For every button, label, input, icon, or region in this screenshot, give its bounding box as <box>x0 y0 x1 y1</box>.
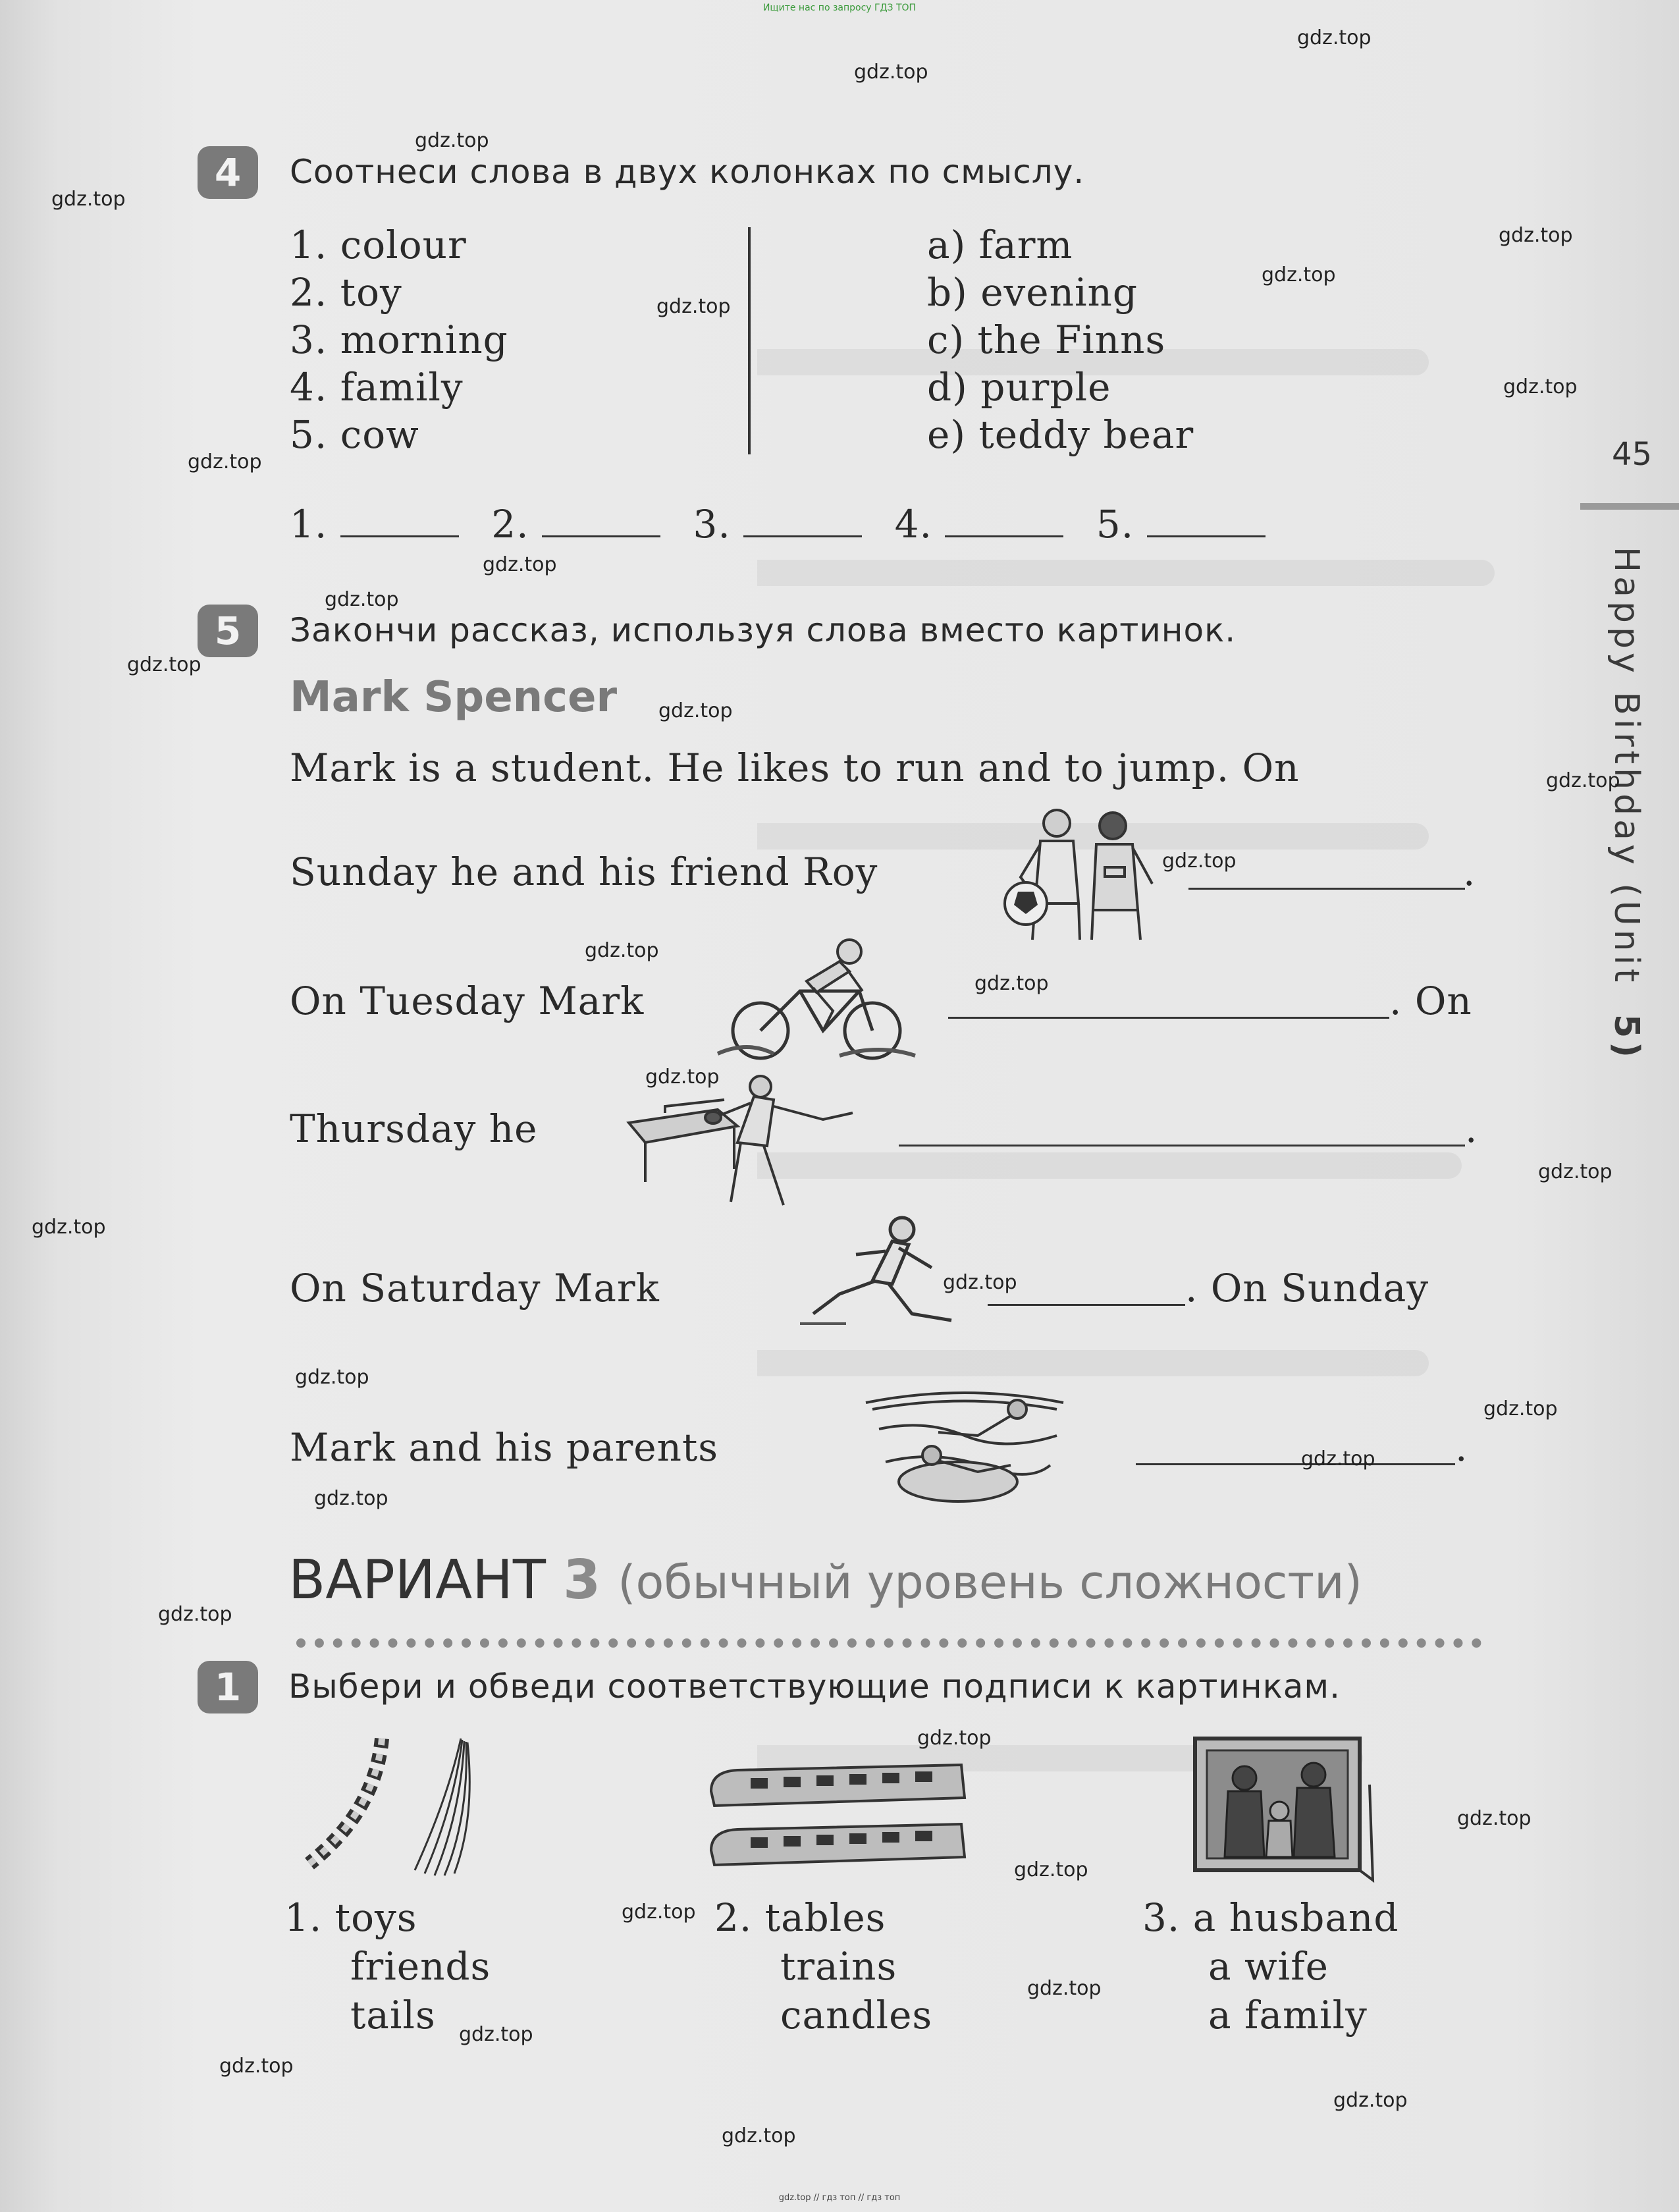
right-item: a) farm <box>927 223 1073 267</box>
right-item: c) the Finns <box>927 317 1166 362</box>
watermark: gdz.top <box>1483 1397 1558 1420</box>
side-title-unit: 5) <box>1607 1013 1646 1062</box>
watermark: gdz.top <box>127 653 201 676</box>
watermark: gdz.top <box>1014 1858 1088 1881</box>
left-item: 1. colour <box>290 223 467 267</box>
column-divider <box>748 227 751 454</box>
answer-num: 5. <box>1096 502 1134 547</box>
story-line-1: Mark is a student. He likes to run and to jump. On <box>290 745 1300 790</box>
watermark: gdz.top <box>314 1487 388 1510</box>
right-item: e) teddy bear <box>927 412 1194 457</box>
story-line-5a: On Saturday Mark <box>290 1266 660 1310</box>
variant-heading <box>288 1549 1362 1611</box>
left-item: 4. family <box>290 365 464 410</box>
watermark: gdz.top <box>656 295 731 318</box>
caption-group-3 <box>1142 1895 1399 2041</box>
watermark: gdz.top <box>1262 263 1336 286</box>
watermark: gdz.top <box>1301 1447 1375 1470</box>
caption-option[interactable]: tables <box>764 1895 886 1940</box>
watermark: gdz.top <box>1538 1160 1612 1183</box>
story-line-2: Sunday he and his friend Roy <box>290 850 878 894</box>
answer-blank[interactable] <box>1147 533 1266 537</box>
caption-option[interactable]: tails <box>350 1993 436 2037</box>
story-blank-4[interactable] <box>988 1301 1185 1306</box>
watermark: gdz.top <box>1546 769 1620 792</box>
footer-note: gdz.top // гдз топ // гдз топ <box>778 2193 901 2203</box>
caption-num: 3. <box>1142 1895 1181 1940</box>
watermark: gdz.top <box>585 939 659 962</box>
page-number: 45 <box>1612 436 1653 473</box>
answer-num: 2. <box>491 502 529 547</box>
watermark: gdz.top <box>622 1901 696 1924</box>
boys-football-picture <box>994 805 1172 946</box>
page-number-rule <box>1580 503 1679 510</box>
caption-option[interactable]: candles <box>780 1993 933 2037</box>
task-1-badge: 1 <box>198 1661 258 1713</box>
watermark: gdz.top <box>917 1727 992 1750</box>
task-5-instruction: Закончи рассказ, используя слова вместо картинок. <box>290 611 1237 649</box>
caption-option[interactable]: a family <box>1208 1993 1368 2037</box>
caption-option[interactable]: a husband <box>1192 1895 1399 1940</box>
story-line-4: Thursday he <box>290 1106 538 1151</box>
variant-number: 3 <box>563 1549 601 1611</box>
answer-num: 1. <box>290 502 328 547</box>
watermark: gdz.top <box>658 699 733 722</box>
watermark: gdz.top <box>188 450 262 473</box>
task-4-left-column <box>290 223 508 460</box>
watermark: gdz.top <box>1457 1807 1532 1830</box>
answer-blank[interactable] <box>340 533 459 537</box>
caption-group-1 <box>284 1895 491 2041</box>
watermark: gdz.top <box>943 1271 1017 1294</box>
story-blank-2[interactable] <box>948 1014 1389 1019</box>
task-4-right-column <box>927 223 1194 460</box>
side-title-text: Happy Birthday (Unit <box>1607 547 1646 986</box>
caption-option[interactable]: trains <box>780 1944 897 1989</box>
caption-option[interactable]: toys <box>334 1895 417 1940</box>
table-tennis-picture <box>626 1070 863 1224</box>
task-4-answer-row <box>290 502 1266 547</box>
story-line-3a: On Tuesday Mark <box>290 979 645 1023</box>
story-title: Mark Spencer <box>290 673 618 722</box>
trains-picture <box>698 1752 974 1879</box>
watermark: gdz.top <box>1503 375 1578 398</box>
variant-subtitle: (обычный уровень сложности) <box>618 1555 1362 1609</box>
answer-blank[interactable] <box>945 533 1063 537</box>
caption-group-2 <box>714 1895 932 2041</box>
answer-num: 3. <box>693 502 731 547</box>
task-4-instruction: Соотнеси слова в двух колонках по смыслу. <box>290 153 1085 191</box>
header-note: Ищите нас по запросу ГДЗ ТОП <box>762 3 917 13</box>
watermark: gdz.top <box>219 2055 294 2078</box>
story-blank-5[interactable] <box>1136 1461 1455 1465</box>
side-title <box>1607 547 1646 1062</box>
variant-label: ВАРИАНТ <box>288 1549 546 1611</box>
caption-num: 1. <box>284 1895 323 1940</box>
watermark: gdz.top <box>1027 1977 1102 2000</box>
watermark: gdz.top <box>158 1603 232 1626</box>
watermark: gdz.top <box>483 553 557 576</box>
watermark: gdz.top <box>32 1216 106 1239</box>
answer-blank[interactable] <box>542 533 660 537</box>
right-item: b) evening <box>927 270 1138 315</box>
answer-blank[interactable] <box>743 533 862 537</box>
caption-option[interactable]: friends <box>350 1944 491 1989</box>
watermark: gdz.top <box>854 61 928 84</box>
left-item: 3. morning <box>290 317 508 362</box>
watermark: gdz.top <box>295 1366 369 1389</box>
story-period: . <box>1455 1425 1468 1470</box>
task-4-badge: 4 <box>198 146 258 199</box>
tails-picture <box>296 1732 494 1886</box>
left-item: 2. toy <box>290 270 402 315</box>
story-line-6: Mark and his parents <box>290 1425 719 1470</box>
dotted-divider <box>296 1638 1481 1648</box>
story-line-5b: . On Sunday <box>1185 1266 1429 1310</box>
story-period: . <box>1463 850 1476 894</box>
watermark: gdz.top <box>1333 2089 1408 2112</box>
story-period: . <box>1465 1106 1478 1151</box>
family-photo-picture <box>1182 1732 1379 1886</box>
swimming-picture <box>859 1383 1070 1511</box>
left-item: 5. cow <box>290 412 419 457</box>
watermark: gdz.top <box>1162 850 1237 873</box>
watermark: gdz.top <box>51 188 126 211</box>
watermark: gdz.top <box>325 588 399 611</box>
task-5-badge: 5 <box>198 605 258 657</box>
task-1-instruction: Выбери и обведи соответствующие подписи к картинкам. <box>288 1667 1341 1706</box>
story-blank-3[interactable] <box>899 1142 1465 1146</box>
caption-num: 2. <box>714 1895 753 1940</box>
show-through-texture <box>757 310 1613 1958</box>
story-blank-1[interactable] <box>1188 885 1465 890</box>
watermark: gdz.top <box>1297 26 1372 49</box>
watermark: gdz.top <box>415 129 489 152</box>
watermark: gdz.top <box>722 2124 796 2147</box>
story-line-3b: . On <box>1389 979 1472 1023</box>
watermark: gdz.top <box>459 2023 533 2046</box>
right-item: d) purple <box>927 365 1111 410</box>
watermark: gdz.top <box>1499 224 1573 247</box>
watermark: gdz.top <box>974 972 1049 995</box>
caption-option[interactable]: a wife <box>1208 1944 1329 1989</box>
watermark: gdz.top <box>645 1066 720 1089</box>
cycling-picture <box>708 932 925 1066</box>
answer-num: 4. <box>894 502 932 547</box>
